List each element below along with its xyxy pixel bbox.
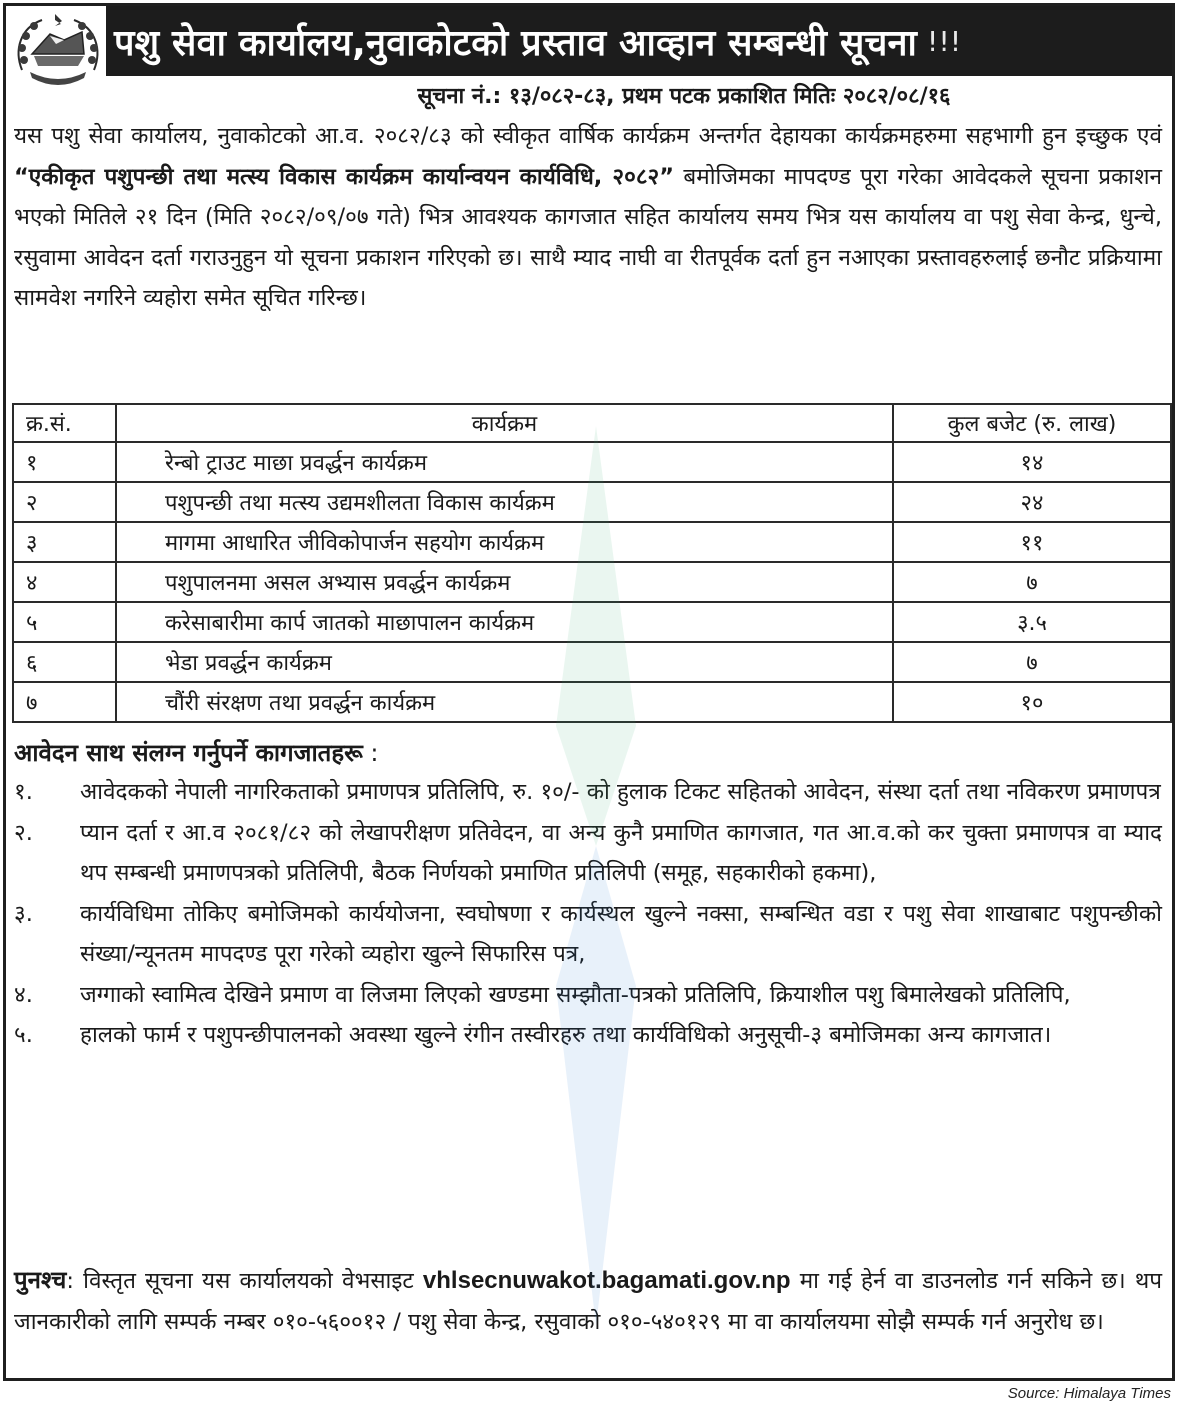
list-item [14,975,1162,1016]
postscript-label: पुनश्च [14,1266,67,1294]
required-documents-list [14,772,1162,1056]
list-item [14,1015,1162,1056]
item-number: ४. [14,981,33,1008]
serial-number: २ [13,482,116,522]
table-header-row [13,404,1171,442]
serial-number: ४ [13,562,116,602]
table-row [13,442,1171,482]
notice-box [3,3,1175,1381]
budget-amount: ७ [893,562,1171,602]
postscript-colon: : [66,1268,74,1294]
budget-amount: ७ [893,642,1171,682]
item-number: २. [14,819,33,846]
notice-title: पशु सेवा कार्यालय,नुवाकोटको प्रस्ताव आव्हान सम्बन्धी सूचना [114,22,918,64]
intro-procedure-name: “एकीकृत पशुपन्छी तथा मत्स्य विकास कार्यक्रम कार्यान्वयन कार्यविधि, २०८२” [14,163,675,190]
item-text: कार्यविधिमा तोकिए बमोजिमको कार्ययोजना, स्वघोषणा र कार्यस्थल खुल्ने नक्सा, सम्बन्धित वडा र पशु सेवा शाखाबाट पशुपन्छीको संख्या/न्यूनतम मापदण्ड पूरा गरेको व्यहोरा खुल्ने सिफारिस पत्र, [80,900,1162,967]
budget-amount: १० [893,682,1171,722]
header-total-budget: कुल बजेट (रु. लाख) [893,404,1171,442]
item-text: आवेदकको नेपाली नागरिकताको प्रमाणपत्र प्रतिलिपि, रु. १०/- को हुलाक टिकट सहितको आवेदन, संस्था दर्ता तथा नविकरण प्रमाणपत्र [80,779,1161,805]
table-row [13,562,1171,602]
postscript [14,1260,1162,1342]
table-row [13,642,1171,682]
required-documents-heading [14,736,378,769]
heading-colon: : [362,739,379,767]
reference-line: सूचना नं.: १३/०८२-८३, प्रथम पटक प्रकाशित मितिः २०८२/०८/१६ [417,84,951,109]
title-banner [106,6,1172,76]
source-credit: Source: Himalaya Times [1007,1385,1171,1402]
budget-amount: ३.५ [893,602,1171,642]
item-number: १. [14,779,33,805]
list-item [14,894,1162,975]
table-row [13,602,1171,642]
postscript-text-2: मा गई हेर्न वा डाउनलोड गर्न सकिने छ। थप जानकारीको लागि सम्पर्क नम्बर ०१०-५६००१२ / पशु सेवा केन्द्र, रसुवाको ०१०-५४०१२९ मा वा कार्यालयमा सोझै सम्पर्क गर्न अनुरोध छ। [14,1268,1162,1335]
program-name: चौंरी संरक्षण तथा प्रवर्द्धन कार्यक्रम [116,682,893,722]
serial-number: ५ [13,602,116,642]
budget-amount: १४ [893,442,1171,482]
postscript-text-1: विस्तृत सूचना यस कार्यालयको वेभसाइट [74,1268,423,1294]
program-name: भेडा प्रवर्द्धन कार्यक्रम [116,642,893,682]
intro-paragraph [14,116,1162,319]
program-name: पशुपालनमा असल अभ्यास प्रवर्द्धन कार्यक्रम [116,562,893,602]
table-row [13,522,1171,562]
serial-number: ३ [13,522,116,562]
nepal-government-emblem-icon [10,8,106,96]
item-number: ३. [14,900,33,927]
item-text: प्यान दर्ता र आ.व २०८१/८२ को लेखापरीक्षण प्रतिवेदन, वा अन्य कुनै प्रमाणित कागजात, गत आ.व.को कर चुक्ता प्रमाणपत्र वा म्याद थप सम्बन्धी प्रमाणपत्रको प्रतिलिपी, बैठक निर्णयको प्रमाणित प्रतिलिपी (समूह, सहकारीको हकमा), [80,819,1162,886]
list-item [14,813,1162,894]
required-documents-title: आवेदन साथ संलग्न गर्नुपर्ने कागजातहरू [14,739,363,767]
budget-amount: ११ [893,522,1171,562]
header-serial-number: क्र.सं. [13,404,116,442]
header-program: कार्यक्रम [116,404,893,442]
serial-number: ७ [13,682,116,722]
website-link[interactable]: vhlsecnuwakot.bagamati.gov.np [422,1267,791,1294]
intro-text-1: यस पशु सेवा कार्यालय, नुवाकोटको आ.व. २०८२/८३ को स्वीकृत वार्षिक कार्यक्रम अन्तर्गत देहायका कार्यक्रमहरुमा सहभागी हुन इच्छुक एवं [14,123,1162,149]
title-exclamation: !!! [927,24,962,58]
serial-number: ६ [13,642,116,682]
item-text: हालको फार्म र पशुपन्छीपालनको अवस्था खुल्ने रंगीन तस्वीरहरु तथा कार्यविधिको अनुसूची-३ बमोजिमका अन्य कागजात। [80,1022,1052,1048]
item-text: जग्गाको स्वामित्व देखिने प्रमाण वा लिजमा लिएको खण्डमा सम्झौता-पत्रको प्रतिलिपि, क्रियाशील पशु बिमालेखको प्रतिलिपि, [80,981,1071,1008]
program-name: पशुपन्छी तथा मत्स्य उद्यमशीलता विकास कार्यक्रम [116,482,893,522]
budget-amount: २४ [893,482,1171,522]
serial-number: १ [13,442,116,482]
program-name: करेसाबारीमा कार्प जातको माछापालन कार्यक्रम [116,602,893,642]
table-row [13,482,1171,522]
budget-table [12,403,1172,723]
table-row [13,682,1171,722]
program-name: रेन्बो ट्राउट माछा प्रवर्द्धन कार्यक्रम [116,442,893,482]
list-item [14,772,1162,813]
program-name: मागमा आधारित जीविकोपार्जन सहयोग कार्यक्रम [116,522,893,562]
header [6,6,1172,78]
item-number: ५. [14,1022,33,1048]
intro-text-2: बमोजिमका मापदण्ड पूरा गरेका आवेदकले सूचना प्रकाशन भएको मितिले २१ दिन (मिति २०८२/०९/०७ गते) भित्र आवश्यक कागजात सहित कार्यालय समय भित्र यस कार्यालय वा पशु सेवा केन्द्र, धुन्चे, रसुवामा आवेदन दर्ता गराउनुहुन यो सूचना प्रकाशन गरिएको छ। साथै म्याद नाघी वा रीतपूर्वक दर्ता हुन नआएका प्रस्तावहरुलाई छनौट प्रक्रियामा सामवेश नगरिने व्यहोरा समेत सूचित गरिन्छ। [14,163,1162,311]
